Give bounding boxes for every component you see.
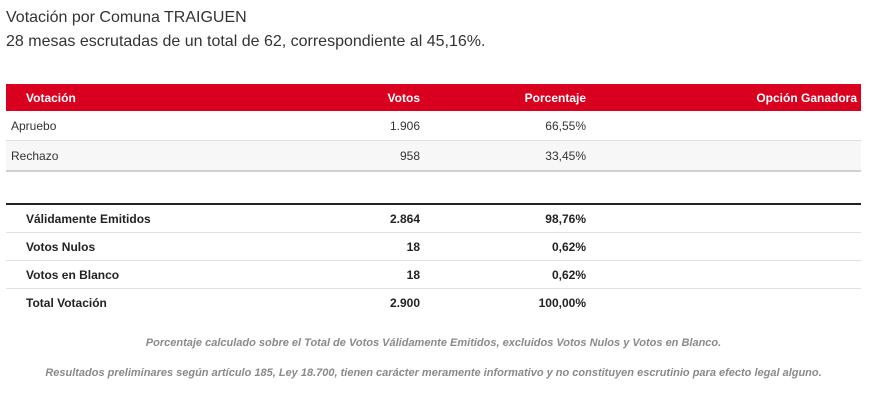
summary-row bbox=[6, 289, 861, 317]
summary-votes: 18 bbox=[291, 261, 440, 289]
legal-footnote: Resultados preliminares según artículo 185, Ley 18.700, tienen carácter meramente informativo y no constituyen escrutinio para efecto legal alguno. bbox=[45, 367, 822, 379]
summary-votes: 18 bbox=[291, 233, 440, 261]
summary-table bbox=[6, 203, 861, 316]
option-winner bbox=[606, 141, 861, 172]
percent-footnote: Porcentaje calculado sobre el Total de Votos Válidamente Emitidos, excluidos Votos Nulos y Votos en Blanco. bbox=[145, 337, 722, 349]
page-title: Votación por Comuna TRAIGUEN bbox=[6, 9, 247, 26]
summary-label: Votos Nulos bbox=[6, 233, 291, 261]
summary-percent: 0,62% bbox=[440, 261, 606, 289]
table-row bbox=[6, 111, 861, 141]
option-label: Rechazo bbox=[6, 141, 291, 172]
option-percent: 66,55% bbox=[440, 111, 606, 141]
results-table bbox=[6, 84, 861, 172]
column-header-votos: Votos bbox=[387, 90, 420, 105]
summary-label: Total Votación bbox=[26, 295, 107, 310]
summary-percent: 100,00% bbox=[538, 295, 586, 310]
page-header bbox=[6, 6, 485, 54]
summary-percent: 0,62% bbox=[440, 233, 606, 261]
summary-row bbox=[6, 233, 861, 261]
results-header-row bbox=[6, 84, 861, 111]
summary-votes: 2.864 bbox=[291, 204, 440, 233]
summary-row bbox=[6, 204, 861, 233]
option-winner bbox=[606, 111, 861, 141]
option-percent: 33,45% bbox=[440, 141, 606, 172]
table-row bbox=[6, 141, 861, 172]
summary-percent: 98,76% bbox=[440, 204, 606, 233]
summary-label: Válidamente Emitidos bbox=[6, 204, 291, 233]
page-subtitle: 28 mesas escrutadas de un total de 62, correspondiente al 45,16%. bbox=[6, 33, 486, 50]
column-header-opcion-ganadora: Opción Ganadora bbox=[756, 90, 857, 105]
column-header-votacion: Votación bbox=[26, 90, 76, 105]
summary-label: Votos en Blanco bbox=[6, 261, 291, 289]
option-label: Apruebo bbox=[6, 111, 291, 141]
summary-votes: 2.900 bbox=[389, 295, 420, 310]
option-votes: 1.906 bbox=[291, 111, 440, 141]
column-header-porcentaje: Porcentaje bbox=[524, 90, 586, 105]
summary-row bbox=[6, 261, 861, 289]
option-votes: 958 bbox=[291, 141, 440, 172]
